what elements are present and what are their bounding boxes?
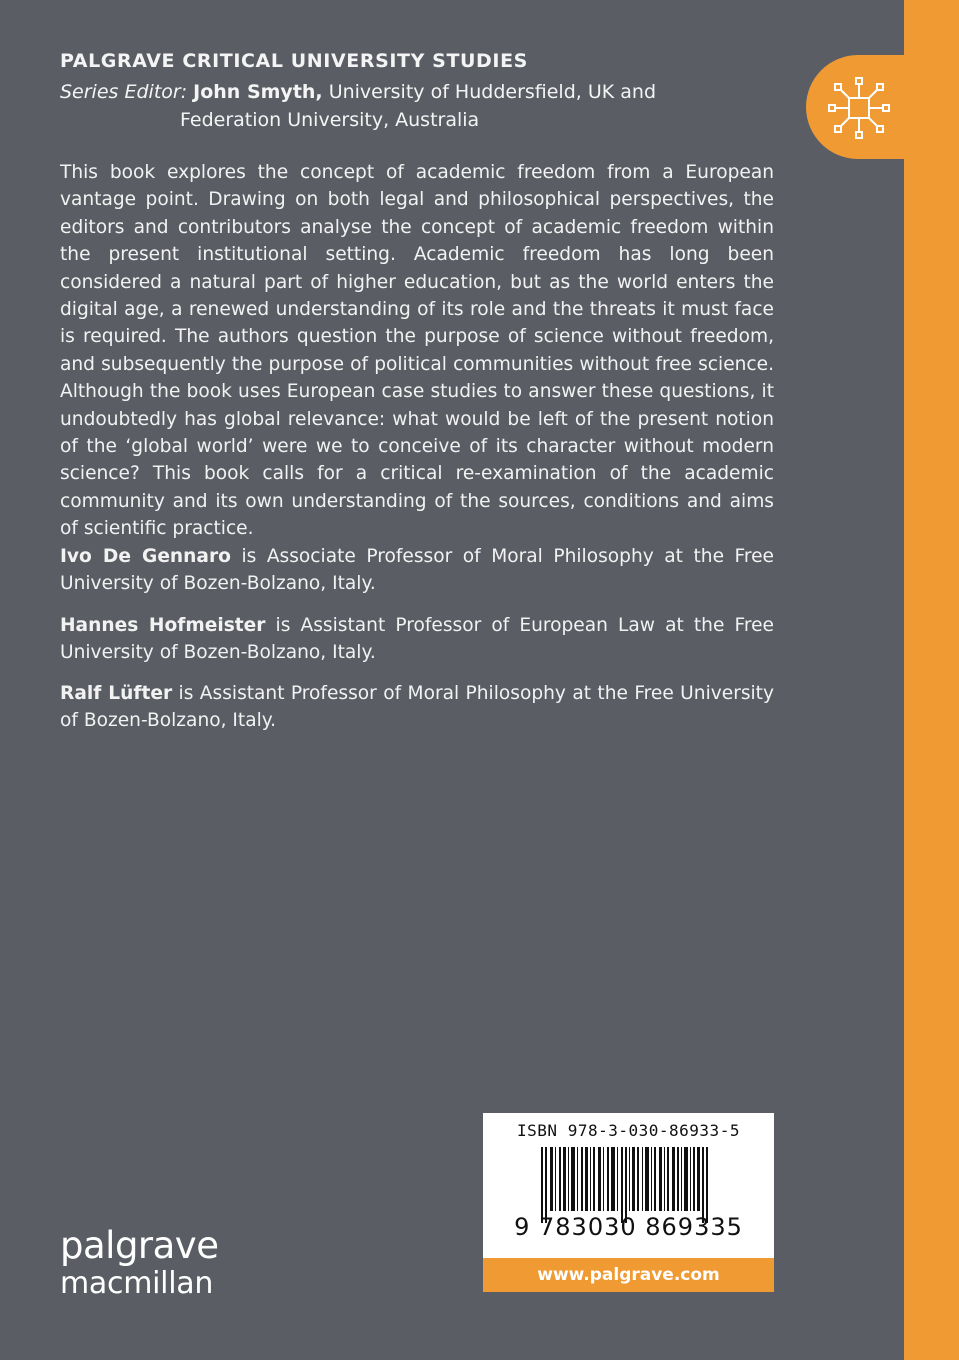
publisher-url[interactable]: www.palgrave.com <box>483 1258 774 1292</box>
publisher-logo <box>60 1224 219 1303</box>
logo-line-1: palgrave <box>60 1224 219 1267</box>
author-description: is Assistant Professor of European Law at the Free University of Bozen-Bolzano, Italy. <box>60 615 774 664</box>
author-name: Hannes Hofmeister <box>60 615 266 636</box>
barcode-digits: 9 783030 869335 <box>514 1213 743 1241</box>
book-blurb: This book explores the concept of academic freedom from a European vantage point. Drawing on both legal and philosophical perspectives, the editors and contributors analyse the concept of academic freedom within the present institutional setting. Academic freedom has long been considered a natural part of higher education, but as the world enters the digital age, a renewed understanding of its role and the threats it must face is required. The authors question the purpose of science without freedom, and subsequently the purpose of political communities without free science. Although the book uses European case studies to answer these questions, it undoubtedly has global relevance: what would be left of the present notion of the ‘global world’ were we to conceive of its character without modern science? This book calls for a critical re-examination of the academic community and its own understanding of the sources, conditions and aims of scientific practice. <box>60 162 774 540</box>
network-node-icon <box>824 73 894 143</box>
isbn-barcode-box <box>483 1113 774 1258</box>
orange-side-stripe <box>904 0 959 1360</box>
series-title: PALGRAVE CRITICAL UNIVERSITY STUDIES <box>60 50 528 72</box>
author-description: is Assistant Professor of Moral Philosophy at the Free University of Bozen-Bolzano, Italy. <box>60 683 774 732</box>
author-bio <box>60 612 774 667</box>
logo-line-2: macmillan <box>60 1266 214 1301</box>
isbn-label: ISBN 978-3-030-86933-5 <box>517 1121 740 1140</box>
series-editor-name: John Smyth, <box>193 81 323 103</box>
author-description: is Associate Professor of Moral Philosophy at the Free University of Bozen-Bolzano, Italy. <box>60 546 774 595</box>
author-name: Ivo De Gennaro <box>60 546 231 567</box>
series-badge <box>806 55 916 159</box>
series-editor-label: Series Editor: <box>60 81 188 103</box>
series-editor <box>60 78 656 134</box>
author-bio <box>60 543 774 598</box>
author-name: Ralf Lüfter <box>60 683 173 704</box>
series-editor-affiliation-2: Federation University, Australia <box>180 109 480 131</box>
series-editor-affiliation-1: University of Huddersfield, UK and <box>328 81 657 103</box>
author-bio <box>60 680 774 735</box>
